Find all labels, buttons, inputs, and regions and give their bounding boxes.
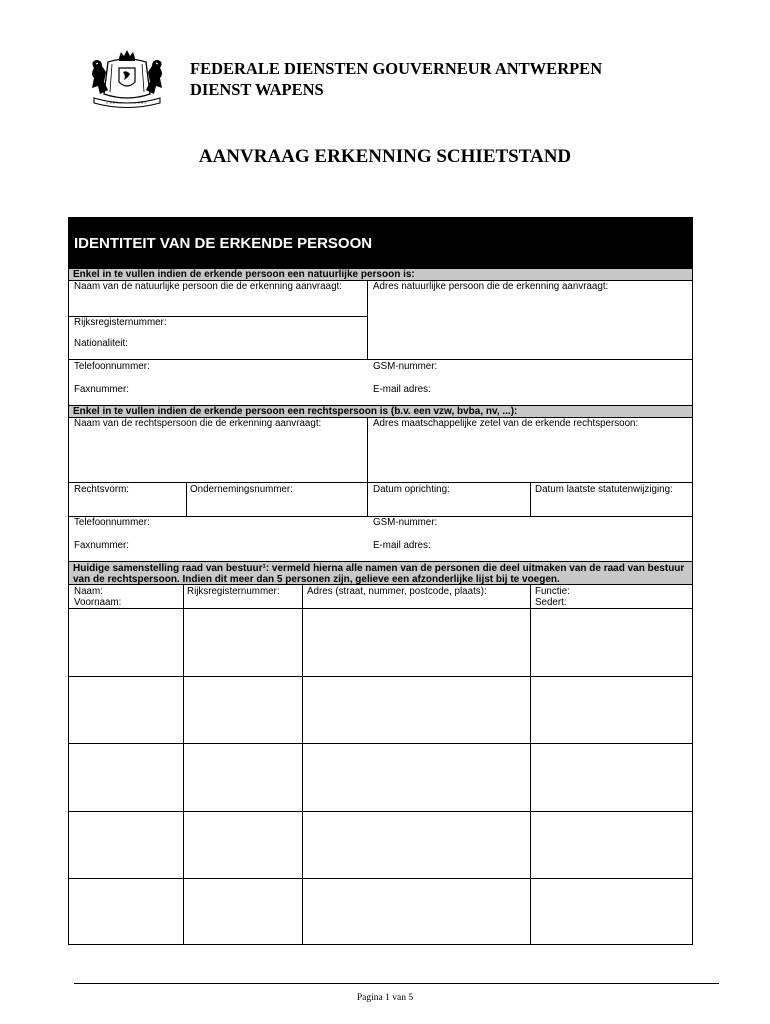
board-col-since: Sedert: [535,597,567,608]
legal-email-label: E-mail adres: [373,540,431,551]
legal-gsm-label: GSM-nummer: [373,517,438,528]
board-row-line-3 [69,811,692,812]
belgian-coat-of-arms-icon [86,48,168,110]
natural-rrn-label: Rijksregisternummer: [74,317,167,328]
board-col-name: Naam: [74,586,103,597]
organization-line-2: DIENST WAPENS [190,80,324,99]
natural-line-3 [69,359,692,360]
page-number: Pagina 1 van 5 [356,993,414,1003]
natural-address-label: Adres natuurlijke persoon die de erkenning aanvraagt: [373,281,609,292]
board-col-address: Adres (straat, nummer, postcode, plaats): [307,586,487,597]
legal-divider-2 [186,482,187,516]
board-row-line-1 [69,676,692,677]
natural-email-label: E-mail adres: [373,384,431,395]
legal-name-label: Naam van de rechtspersoon die de erkenning aanvraagt: [74,418,322,429]
natural-divider [367,280,368,359]
legal-address-label: Adres maatschappelijke zetel van de erkende rechtspersoon: [373,418,639,429]
natural-person-band: Enkel in te vullen indien de erkende persoon een natuurlijke persoon is: [69,268,692,281]
legal-person-band: Enkel in te vullen indien de erkende persoon een rechtspersoon is (b.v. een vzw, bvba, nv, ...): [69,405,692,418]
legal-phone-label: Telefoonnummer: [74,517,150,528]
board-band: Huidige samenstelling raad van bestuur¹: vermeld hierna alle namen van de personen die deel uitmaken van de raad van bestuur van de rechtspersoon. Indien dit meer dan 5 personen zijn, gelieve een afzonderlijke lijst bij te voegen. [69,561,692,585]
organization-line-1: FEDERALE DIENSTEN GOUVERNEUR ANTWERPEN [190,59,603,78]
board-col-divider-2 [302,585,303,945]
board-col-function: Functie: [535,586,570,597]
legal-founding-label: Datum oprichting: [373,484,450,495]
natural-gsm-label: GSM-nummer: [373,361,438,372]
natural-phone-label: Telefoonnummer: [74,361,150,372]
footer-divider [74,983,719,984]
legal-fax-label: Faxnummer: [74,540,129,551]
organization-name [190,58,602,100]
legal-enterprise-label: Ondernemingsnummer: [190,484,293,495]
board-col-divider-3 [530,585,531,945]
identity-form [68,217,693,945]
board-row-line-4 [69,878,692,879]
board-header-line [69,608,692,609]
legal-form-label: Rechtsvorm: [74,484,129,495]
board-row-line-2 [69,743,692,744]
board-col-divider-1 [183,585,184,945]
legal-divider-3 [530,482,531,516]
board-col-firstname: Voornaam: [74,597,122,608]
natural-fax-label: Faxnummer: [74,384,129,395]
section-title: IDENTITEIT VAN DE ERKENDE PERSOON [69,218,692,269]
legal-statute-label: Datum laatste statutenwijziging: [535,484,673,495]
legal-line-1 [69,482,692,483]
document-title: AANVRAAG ERKENNING SCHIETSTAND [198,146,572,167]
board-col-rrn: Rijksregisternummer: [187,586,280,597]
natural-name-label: Naam van de natuurlijke persoon die de erkenning aanvraagt: [74,281,342,292]
natural-nationality-label: Nationaliteit: [74,338,128,349]
legal-divider [367,417,368,516]
